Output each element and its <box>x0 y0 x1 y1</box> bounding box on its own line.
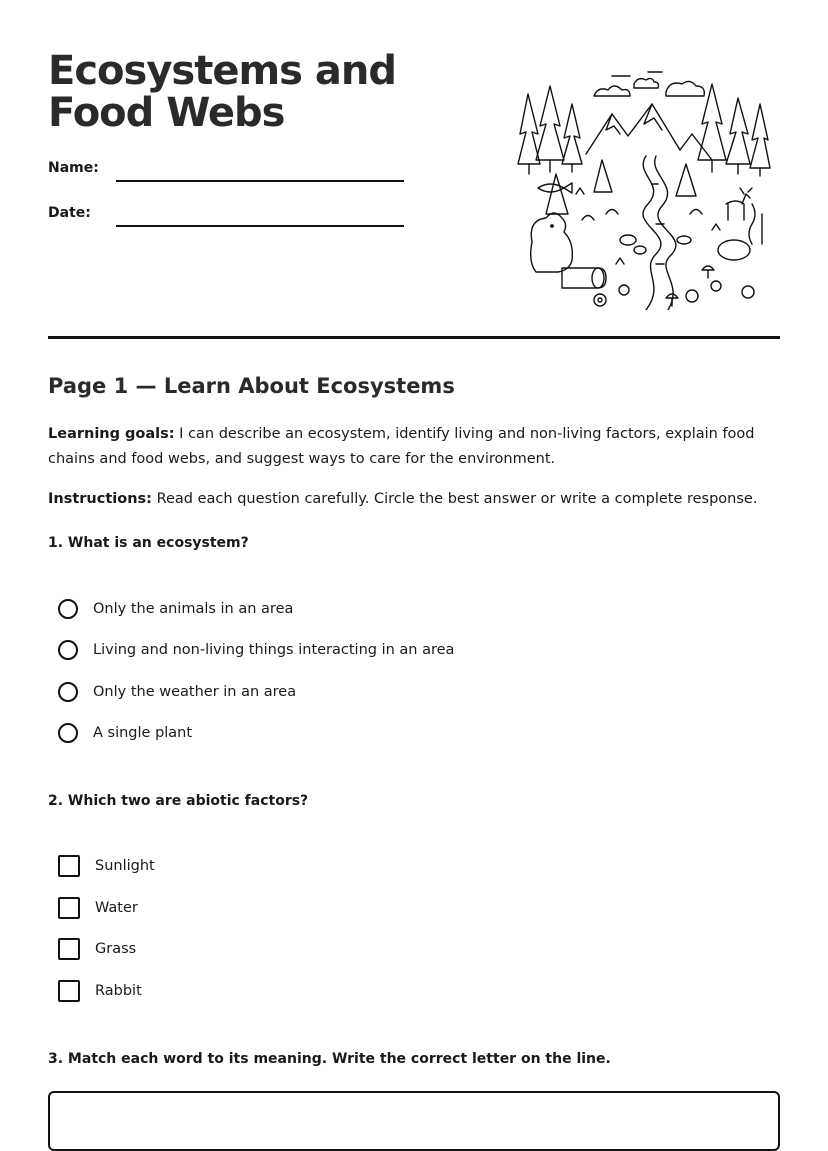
question-3: 3. Match each word to its meaning. Write the correct letter on the line. <box>48 1051 611 1067</box>
q1-option[interactable] <box>58 680 296 704</box>
q1-option[interactable] <box>58 597 293 621</box>
learning-goals <box>48 422 788 472</box>
section-title: Page 1 — Learn About Ecosystems <box>48 374 455 398</box>
instructions-text: Read each question carefully. Circle the best answer or write a complete response. <box>151 491 758 507</box>
date-label: Date: <box>48 205 91 221</box>
radio-circle-icon[interactable] <box>58 640 78 660</box>
name-label: Name: <box>48 160 99 176</box>
q2-option-label: Water <box>95 900 138 916</box>
q1-option-label: Only the weather in an area <box>93 684 297 700</box>
name-field-line[interactable] <box>116 180 404 182</box>
q2-option-label: Sunlight <box>95 858 155 874</box>
question-2: 2. Which two are abiotic factors? <box>48 793 309 809</box>
forest-ecosystem-illustration <box>516 64 772 310</box>
instructions-label: Instructions: <box>48 491 152 507</box>
question-1: 1. What is an ecosystem? <box>48 535 249 551</box>
checkbox-icon[interactable] <box>58 855 80 877</box>
radio-circle-icon[interactable] <box>58 723 78 743</box>
section-divider <box>48 336 780 339</box>
q2-option-label: Grass <box>95 941 137 957</box>
date-field-line[interactable] <box>116 225 404 227</box>
q1-option-label: Only the animals in an area <box>93 601 294 617</box>
radio-circle-icon[interactable] <box>58 682 78 702</box>
radio-circle-icon[interactable] <box>58 599 78 619</box>
checkbox-icon[interactable] <box>58 980 80 1002</box>
page-title: Ecosystems and Food Webs <box>48 48 396 136</box>
learning-goals-label: Learning goals: <box>48 426 175 442</box>
q1-option[interactable] <box>58 638 454 662</box>
checkbox-icon[interactable] <box>58 938 80 960</box>
matching-box <box>48 1091 780 1151</box>
q2-option[interactable] <box>58 854 155 878</box>
q1-option-label: Living and non-living things interacting in an area <box>93 642 455 658</box>
q2-option[interactable] <box>58 896 138 920</box>
q2-option-label: Rabbit <box>95 983 142 999</box>
instructions <box>48 487 788 512</box>
q2-option[interactable] <box>58 937 136 961</box>
learning-goals-text: I can describe an ecosystem, identify living and non-living factors, explain food chains and food webs, and suggest ways to care for the environment. <box>48 426 755 467</box>
q1-option-label: A single plant <box>93 725 193 741</box>
checkbox-icon[interactable] <box>58 897 80 919</box>
q1-option[interactable] <box>58 721 192 745</box>
q2-option[interactable] <box>58 979 142 1003</box>
